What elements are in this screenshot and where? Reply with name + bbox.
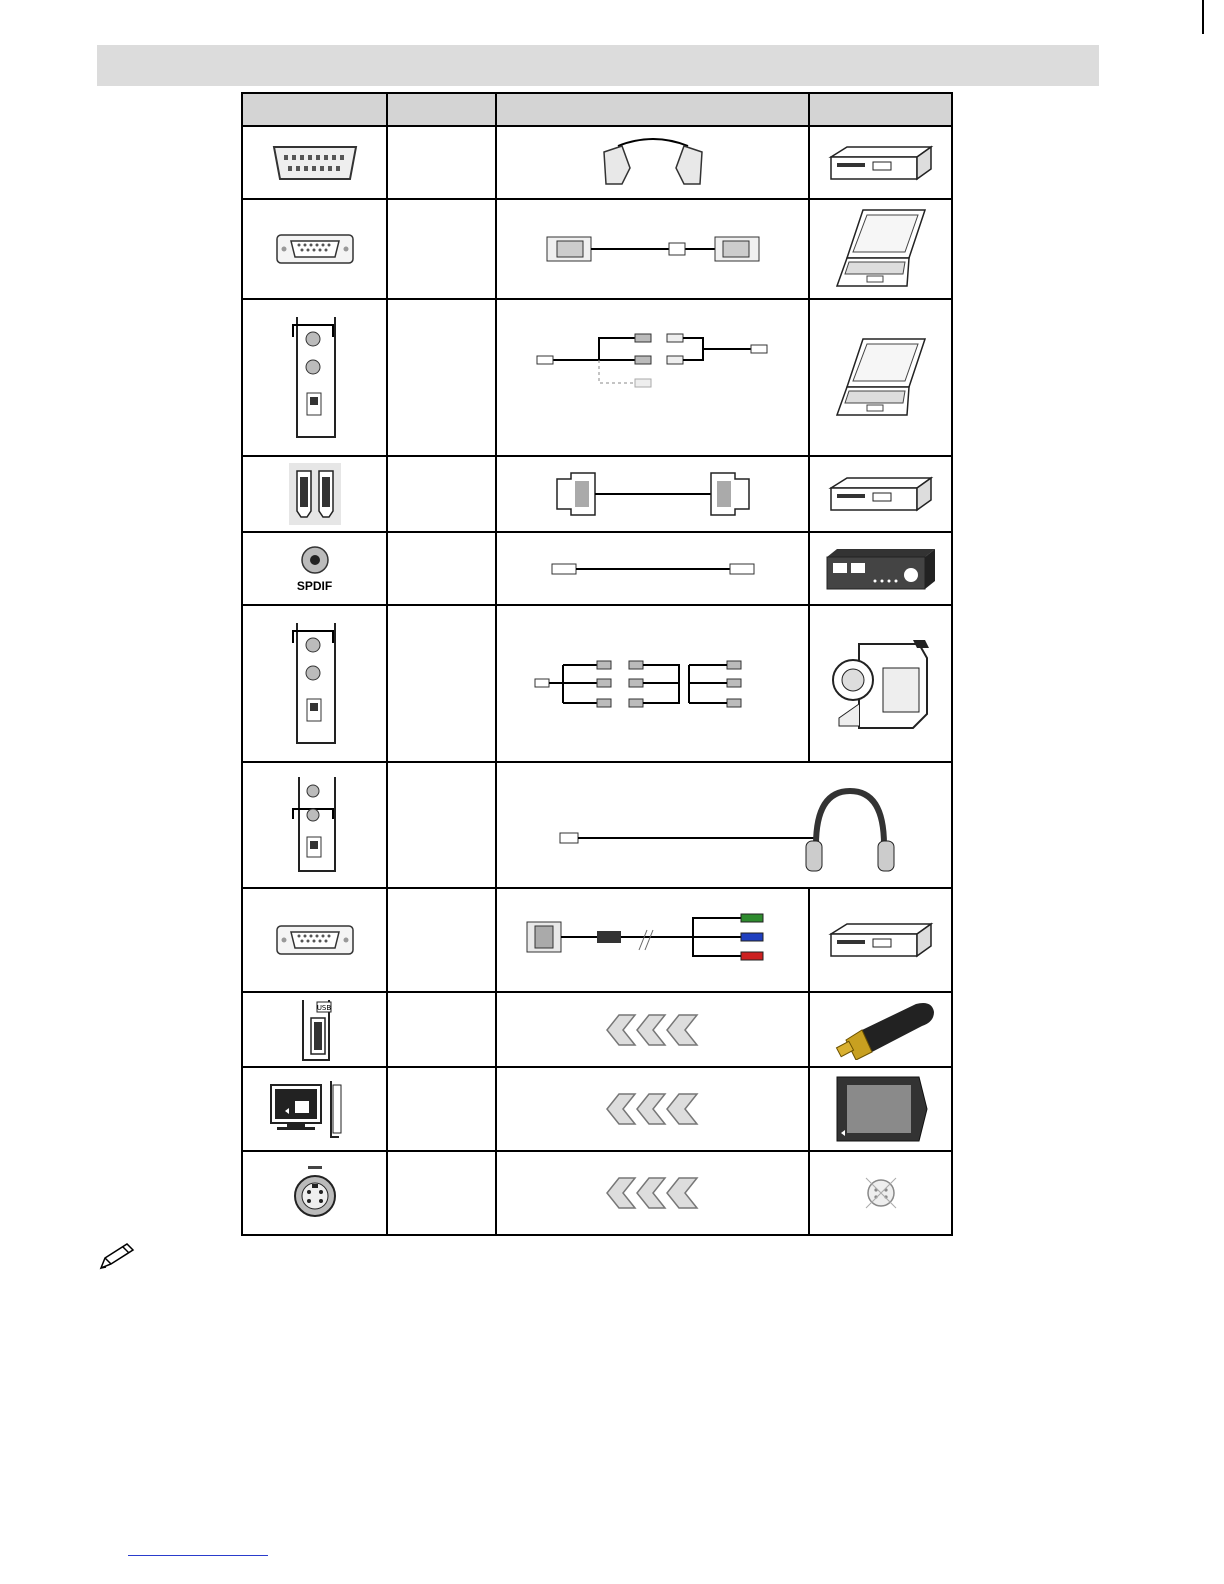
table-row xyxy=(242,299,952,456)
headphone-cable-icon xyxy=(496,762,952,888)
vga-cable-icon xyxy=(496,199,809,299)
type-cell xyxy=(387,888,496,992)
vga-port-icon xyxy=(242,199,387,299)
usb-port-icon xyxy=(242,992,387,1067)
footer-link-underline[interactable] xyxy=(128,1555,268,1556)
svideo-port-icon xyxy=(242,1151,387,1235)
side-av-panel-icon xyxy=(242,605,387,762)
table-row xyxy=(242,126,952,199)
table-header-row xyxy=(242,93,952,126)
insert-arrows-icon xyxy=(496,1067,809,1151)
scart-port-icon xyxy=(242,126,387,199)
vga-port-icon xyxy=(242,888,387,992)
table-row xyxy=(242,456,952,532)
table-row xyxy=(242,992,952,1067)
pencil-note-icon xyxy=(97,1240,137,1272)
laptop-icon xyxy=(809,199,952,299)
header-cables xyxy=(496,93,809,126)
spdif-label: SPDIF xyxy=(296,578,333,593)
table-row xyxy=(242,605,952,762)
usb-stick-icon xyxy=(809,992,952,1067)
type-cell xyxy=(387,605,496,762)
type-cell xyxy=(387,199,496,299)
pc-audio-cable-icon xyxy=(496,299,809,456)
insert-arrows-icon xyxy=(496,1151,809,1235)
type-cell xyxy=(387,1067,496,1151)
av-cable-icon xyxy=(496,605,809,762)
dvd-recorder-icon xyxy=(809,126,952,199)
hdmi-ports-icon xyxy=(242,456,387,532)
table-row xyxy=(242,1151,952,1235)
coaxial-cable-icon xyxy=(496,532,809,605)
scart-cable-icon xyxy=(496,126,809,199)
dvd-recorder-icon xyxy=(809,888,952,992)
cam-module-icon xyxy=(809,1067,952,1151)
camcorder-icon xyxy=(809,605,952,762)
header-connector xyxy=(242,93,387,126)
table-row xyxy=(242,199,952,299)
usb-label: USB xyxy=(316,1003,331,1012)
connections-table xyxy=(241,92,953,1236)
svideo-plug-icon xyxy=(809,1151,952,1235)
type-cell xyxy=(387,456,496,532)
side-av-panel-icon xyxy=(242,299,387,456)
hdmi-cable-icon xyxy=(496,456,809,532)
amplifier-icon xyxy=(809,532,952,605)
header-type xyxy=(387,93,496,126)
table-row xyxy=(242,762,952,888)
type-cell xyxy=(387,992,496,1067)
table-row xyxy=(242,888,952,992)
ypbpr-cable-icon xyxy=(496,888,809,992)
laptop-icon xyxy=(809,299,952,456)
dvd-recorder-icon xyxy=(809,456,952,532)
spdif-port-icon xyxy=(242,532,387,605)
headphone-panel-icon xyxy=(242,762,387,888)
type-cell xyxy=(387,299,496,456)
type-cell xyxy=(387,1151,496,1235)
table-row xyxy=(242,1067,952,1151)
type-cell xyxy=(387,532,496,605)
section-banner xyxy=(97,45,1099,86)
insert-arrows-icon xyxy=(496,992,809,1067)
top-rule xyxy=(1202,0,1204,34)
ci-slot-icon xyxy=(242,1067,387,1151)
header-device xyxy=(809,93,952,126)
table-row xyxy=(242,532,952,605)
type-cell xyxy=(387,762,496,888)
type-cell xyxy=(387,126,496,199)
